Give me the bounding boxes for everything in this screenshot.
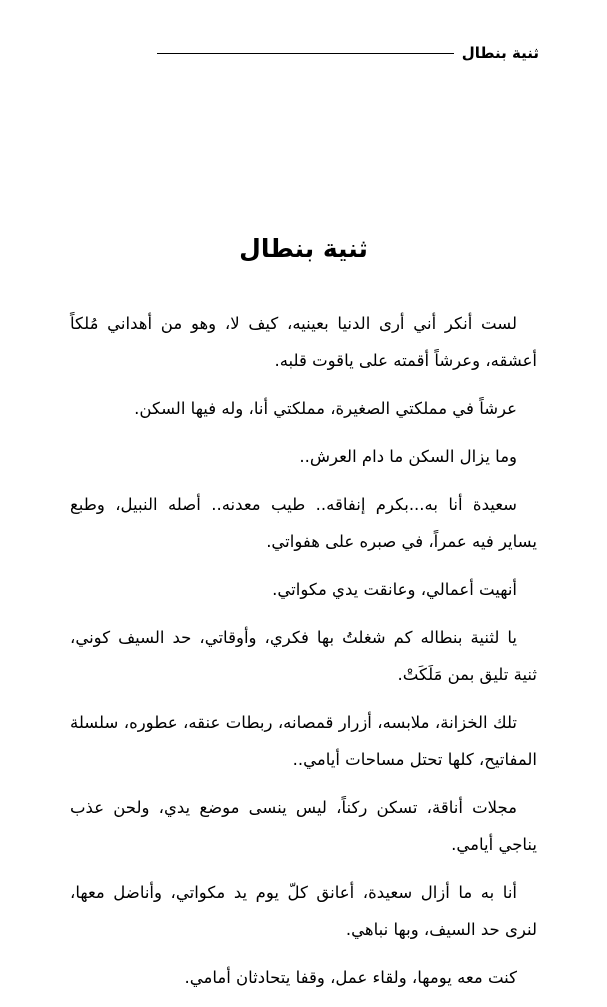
running-title: ثنية بنطال [461, 44, 539, 62]
paragraph: أنا به ما أزال سعيدة، أعانق كلّ يوم يد مكواتي، وأناضل معها، لنرى حد السيف، وبها نباهي. [70, 883, 537, 939]
paragraph: لست أنكر أني أرى الدنيا بعينيه، كيف لا، وهو من أهداني مُلكاً أعشقه، وعرشاً أقمته على ياقوت قلبه. [70, 314, 537, 370]
paragraph: مجلات أناقة، تسكن ركناً، ليس ينسى موضع يدي، ولحن عذب يناجي أيامي. [70, 798, 537, 854]
chapter-title: ثنية بنطال [239, 234, 368, 263]
body-text [70, 305, 537, 1007]
paragraph: كنت معه يومها، ولقاء عمل، وقفا يتحادثان أمامي. [184, 968, 517, 987]
paragraph: تلك الخزانة، ملابسه، أزرار قمصانه، ربطات عنقه، عطوره، سلسلة المفاتيح، كلها تحتل مساحات أيامي.. [70, 713, 537, 769]
running-header [157, 44, 539, 62]
paragraph: أنهيت أعمالي، وعانقت يدي مكواتي. [272, 580, 517, 599]
paragraph: وما يزال السكن ما دام العرش.. [299, 447, 517, 466]
paragraph: عرشاً في مملكتي الصغيرة، مملكتي أنا، وله فيها السكن. [134, 399, 517, 418]
header-rule [157, 53, 454, 54]
paragraph: يا لثنية بنطاله كم شغلتُ بها فكري، وأوقاتي، حد السيف كوني، ثنية تليق بمن مَلَكَتْ. [70, 628, 537, 684]
paragraph: سعيدة أنا به...بكرم إنفاقه.. طيب معدنه.. أصله النبيل، وطبع يساير فيه عمراً، في صبره على هفواتي. [70, 495, 537, 551]
